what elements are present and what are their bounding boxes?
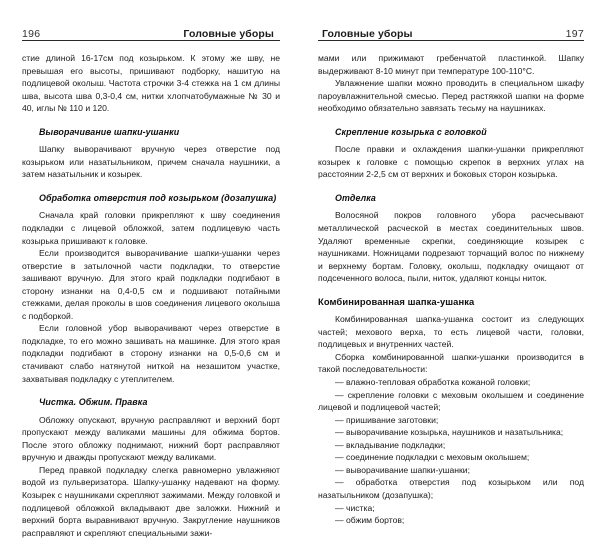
paragraph: мами или прижимают гребенчатой пластинкой. Шапку выдерживают 8-10 минут при температуре 100-110°С. <box>318 53 584 76</box>
running-title-right: Головные уборы <box>322 28 413 40</box>
text-column-right <box>318 52 584 527</box>
paragraph: После правки и охлаждения шапки-ушанки прикрепляют козырек к головке с помощью скрепок в верхних углах на расстоянии 2-2,5 см от верхних и боковых сторон козырька. <box>318 144 584 180</box>
running-title-left: Головные уборы <box>183 28 274 40</box>
paragraph: Шапку выворачивают вручную через отверстие под козырьком или назатыльником, причем сначала наушники, а затем назатыльник и козырек. <box>22 144 280 180</box>
section-heading-obrabotka-otverstiya: Обработка отверстия под козырьком (дозапушка) <box>39 192 277 203</box>
paragraph: Обложку опускают, вручную расправляют и верхний борт пропускают между валиками машины для обжима бортов. После этого обложку поднимают, нижний борт расправляют вручную и дважды пропускают между валиками. <box>22 414 280 463</box>
list-item: — влажно-тепловая обработка кожаной головки; <box>335 377 531 388</box>
section-heading-kombinirovannaya-shapka-ushanka: Комбинированная шапка-ушанка <box>318 295 475 307</box>
section-heading-skreplenie-kozyrka: Скрепление козырька с головкой <box>335 126 487 137</box>
paragraph: Увлажнение шапки можно проводить в специальном шкафу пароувлажнительной смесью. Перед растяжкой шапки на форме необходимо обязательно завязать тесьму на наушниках. <box>318 78 584 114</box>
paragraph: Если производится выворачивание шапки-ушанки через отверстие в затылочной части подкладки, то отверстие зашивают вручную. Для этого край подкладки подгибают в сторону изнанки на 0,4-0,5 см и подшивают потайными стежками, делая проколы в шов соединения лицевого околыша с подборкой. <box>22 248 280 321</box>
page-left <box>0 0 298 538</box>
list-item: — скрепление головки с меховым околышем и соединение лицевой и подлицевой частей; <box>318 389 584 413</box>
paragraph: Волосяной покров головного убора расчесывают металлической расческой в местах соединительных швов. Удаляют временные скрепки, соединяющие козырек с наушниками. Ножницами подрезают торчащий волос по нижнему и верхнему бортам. Головку, околыш, подкладку очищают от подсеченного волоса, пыли, ниток, удаляют концы ниток. <box>318 210 584 284</box>
page-number-right: 197 <box>565 28 584 40</box>
paragraph: Комбинированная шапка-ушанка состоит из следующих частей; мехового верха, то есть лицевой части, головки, подлицевых и внутренних частей. <box>318 314 584 350</box>
running-head-left <box>22 22 280 41</box>
list-item: — выворачивание шапки-ушанки; <box>335 464 470 475</box>
list-item: — чистка; <box>335 502 375 513</box>
list-item: — соединение подкладки с меховым околышем; <box>335 452 530 463</box>
section-heading-otdelka: Отделка <box>335 192 376 203</box>
paragraph: стие длиной 16-17см под козырьком. К этому же шву, не превышая его высоты, пришивают подборку, нашитую на подлицевой околыш. Частота строчки 3-4 стежка на 1 см длины шва, высота шва 0,3-0,4 см, нитки хлопчатобумажные № 30 и 40, иглы № 110 и 120. <box>22 53 280 114</box>
assembly-steps-list <box>318 376 584 527</box>
running-head-right <box>318 22 584 41</box>
list-item: — обжим бортов; <box>335 515 405 526</box>
paragraph: Если головной убор выворачивают через отверстие в подкладке, то его можно зашивать на машинке. Для этого края подкладки подгибают в сторону изнанки на 0,5-0,6 см и стачивают слабо натянутой ниткой на незашитом участке, захватывая подкладку с утеплителем. <box>22 323 280 384</box>
list-item: — пришивание заготовки; <box>335 414 439 425</box>
page-right <box>298 0 600 526</box>
page-number-left: 196 <box>22 28 41 40</box>
paragraph: Перед правкой подкладку слегка равномерно увлажняют водой из пульверизатора. Шапку-ушанку надевают на форму. Козырек с наушниками скрепляют зажимами. Между головкой и подлицевой обложкой вкладывают две заложки. Нижний и верхний борта выравнивают вручную. Закругление наушников расправляют и скрепляют специальными зажи- <box>22 464 280 538</box>
paragraph: Сборка комбинированной шапки-ушанки производится в такой последовательности: <box>318 351 584 375</box>
list-item: — обработка отверстия под козырьком или под назатыльником (дозапушка); <box>318 477 584 500</box>
list-item: — вкладывание подкладки; <box>335 439 446 450</box>
text-column-left <box>22 52 280 539</box>
section-heading-chistka-obzhim-pravka: Чистка. Обжим. Правка <box>39 397 148 408</box>
paragraph: Сначала край головки прикрепляют к шву соединения подкладки с лицевой обложкой, затем подлицевую часть козырька пришивают к головке. <box>22 210 280 246</box>
section-heading-vyvorachivanie: Выворачивание шапки-ушанки <box>39 126 180 137</box>
list-item: — выворачивание козырька, наушников и назатыльника; <box>335 427 564 438</box>
